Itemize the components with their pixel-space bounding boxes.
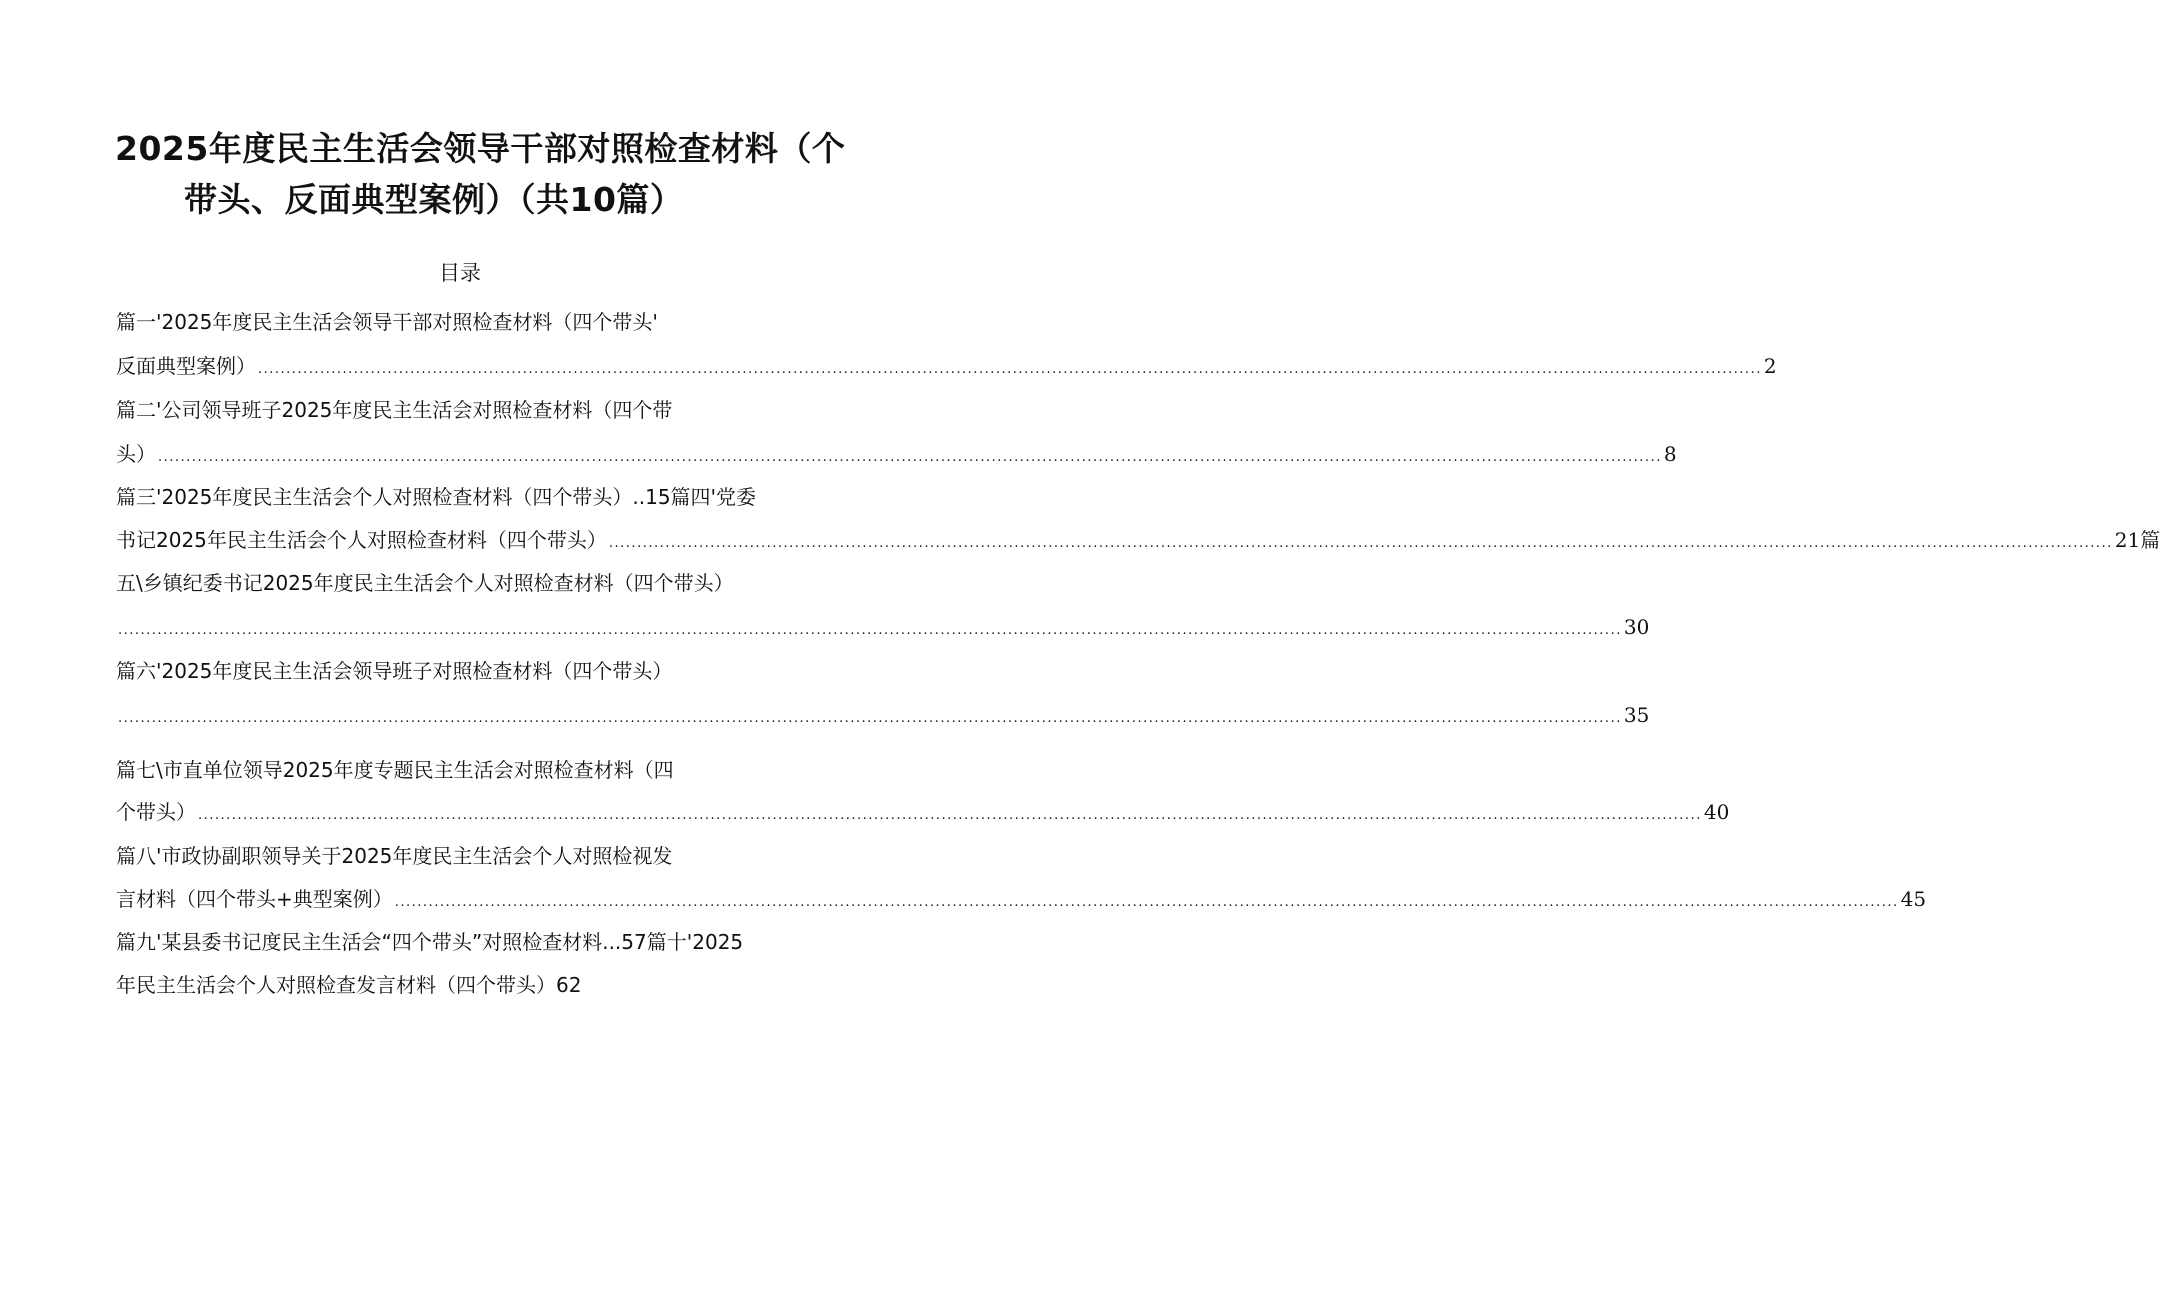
toc-entry-7-page: 40 [1703, 800, 1730, 824]
toc-leader-dots: ........................................................................................................................................................................................................................................................................... [198, 808, 1702, 823]
toc-entry-2-text: 头） [116, 442, 156, 466]
toc-entry-6-page: 35 [1623, 703, 1650, 727]
toc-entry-10-line[interactable]: 年民主生活会个人对照检查发言材料（四个带头）62 [116, 973, 582, 997]
toc-entry-1-page: 2 [1763, 354, 1777, 378]
document-title-line-1: 2025年度民主生活会领导干部对照检查材料（个 [115, 129, 846, 168]
toc-entry-9-line[interactable]: 篇九'某县委书记度民主生活会“四个带头”对照检查材料...57篇十'2025 [116, 930, 744, 954]
toc-entry-1-line-1[interactable]: 篇一'2025年度民主生活会领导干部对照检查材料（四个带头' [116, 310, 658, 334]
toc-heading: 目录 [439, 261, 481, 285]
document-title-line-2: 带头、反面典型案例）（共10篇） [184, 180, 684, 219]
toc-entry-7-text: 个带头） [116, 800, 196, 824]
toc-entry-1-text: 反面典型案例） [116, 354, 256, 378]
toc-leader-dots: ........................................................................................................................................................................................................................................................................... [608, 536, 2113, 551]
toc-entry-2-line-2[interactable] [116, 439, 1677, 469]
toc-entry-8-text: 言材料（四个带头+典型案例） [116, 887, 393, 911]
toc-leader-dots: ........................................................................................................................................................................................................................................................................... [394, 895, 1899, 910]
toc-entry-5-page: 30 [1623, 615, 1650, 639]
toc-entry-8-page: 45 [1900, 887, 1927, 911]
toc-leader-dots: ........................................................................................................................................................................................................................................................................... [158, 450, 1662, 465]
toc-leader-dots: ........................................................................................................................................................................................................................................................................... [118, 711, 1622, 726]
toc-entry-4-page: 21篇 [2114, 528, 2160, 552]
toc-leader-dots: ........................................................................................................................................................................................................................................................................... [258, 362, 1762, 377]
toc-entry-1-line-2[interactable] [116, 351, 1777, 381]
toc-entry-4-line[interactable] [116, 525, 2160, 555]
toc-entry-8-line-2[interactable] [116, 884, 1927, 914]
toc-entry-6-line-2[interactable] [116, 700, 1650, 730]
toc-entry-6-line-1[interactable]: 篇六'2025年度民主生活会领导班子对照检查材料（四个带头） [116, 659, 673, 683]
toc-entry-2-page: 8 [1663, 442, 1677, 466]
toc-leader-dots: ........................................................................................................................................................................................................................................................................... [118, 623, 1622, 638]
toc-entry-3-line[interactable]: 篇三'2025年度民主生活会个人对照检查材料（四个带头）..15篇四'党委 [116, 485, 757, 509]
toc-entry-8-line-1[interactable]: 篇八'市政协副职领导关于2025年度民主生活会个人对照检视发 [116, 844, 673, 868]
toc-entry-5-line-2[interactable] [116, 612, 1650, 642]
toc-entry-5-line-1[interactable]: 五\乡镇纪委书记2025年度民主生活会个人对照检查材料（四个带头） [116, 571, 734, 595]
toc-entry-4-text: 书记2025年民主生活会个人对照检查材料（四个带头） [116, 528, 607, 552]
toc-entry-2-line-1[interactable]: 篇二'公司领导班子2025年度民主生活会对照检查材料（四个带 [116, 398, 673, 422]
toc-entry-7-line-2[interactable] [116, 797, 1730, 827]
toc-entry-7-line-1[interactable]: 篇七\市直单位领导2025年度专题民主生活会对照检查材料（四 [116, 758, 674, 782]
